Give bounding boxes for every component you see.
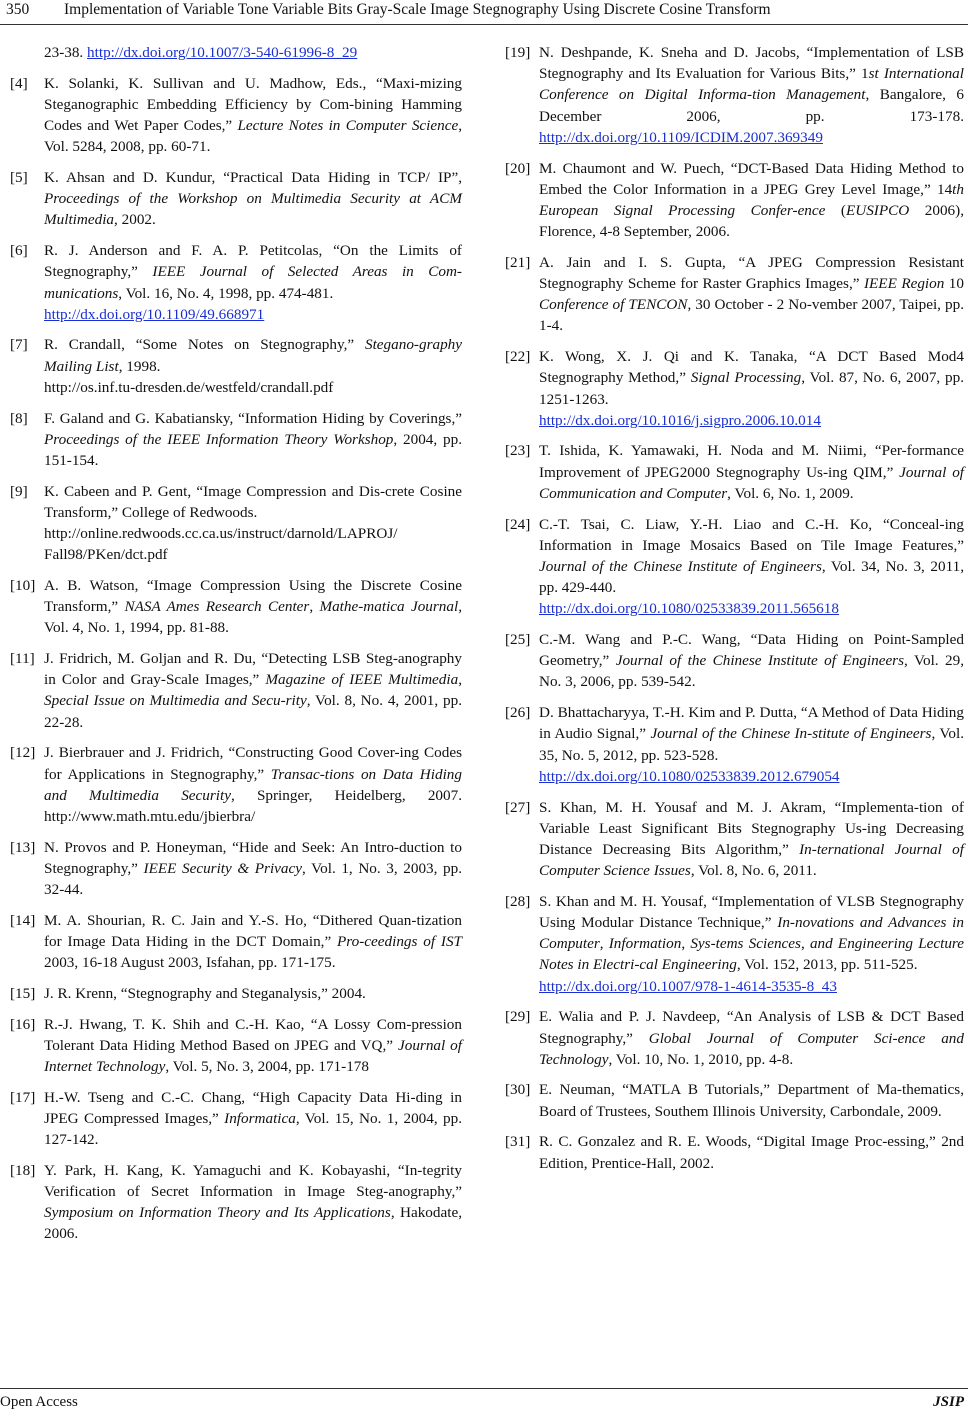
reference-text [44, 481, 462, 566]
reference-text [44, 1087, 462, 1151]
reference-item [10, 837, 462, 901]
reference-citation: E. Neuman, “MATLA B Tutorials,” Department of Ma-thematics, Board of Trustees, Southem Illinois University, Carbondale, 2009. [539, 1081, 964, 1120]
reference-number: [19] [505, 44, 531, 61]
page-number: 350 [6, 1, 30, 18]
running-title: Implementation of Variable Tone Variable Bits Gray-Scale Image Stegnography Using Discrete Cosine Transform [64, 1, 771, 18]
reference-list-left [10, 73, 462, 1245]
reference-text [44, 167, 462, 231]
reference-text [539, 1079, 964, 1121]
reference-citation: K. Wong, X. J. Qi and K. Tanaka, “A DCT Based Mod4 Stegnography Method,” Signal Processing, Vol. 87, No. 6, 2007, pp. 1251-1263. [539, 348, 964, 408]
reference-number: [22] [505, 348, 531, 366]
reference-citation: K. Cabeen and P. Gent, “Image Compression and Dis-crete Cosine Transform,” College of Redwoods. [44, 482, 462, 521]
reference-citation: R. C. Gonzalez and R. E. Woods, “Digital Image Proc-essing,” 2nd Edition, Prentice-Hall, 2002. [539, 1133, 964, 1172]
right-column [505, 42, 964, 1183]
reference-number: [27] [505, 798, 531, 816]
reference-number: [31] [505, 1133, 531, 1151]
reference-citation: C.-T. Tsai, C. Liaw, Y.-H. Liao and C.-H. Ko, “Conceal-ing Information in Image Mosaics Based on Tile Image Features,” Journal of the Chinese Institute of Engineers, Vol. 34, No. 3, 2011, pp. 429-440. [539, 515, 964, 597]
reference-number: [30] [505, 1081, 531, 1099]
reference-number: [21] [505, 253, 531, 271]
reference-item [10, 910, 462, 974]
reference-item [10, 167, 462, 231]
reference-item [505, 1006, 964, 1070]
reference-number: [18] [10, 1161, 36, 1179]
reference-number: [5] [10, 169, 28, 187]
reference-list-right [505, 42, 964, 1174]
reference-text [44, 983, 462, 1004]
reference-text [539, 891, 964, 997]
reference-item [10, 742, 462, 827]
doi-link[interactable]: http://dx.doi.org/10.1080/02533839.2011.565618 [539, 600, 839, 618]
reference-url: http://online.redwoods.cc.ca.us/instruct/darnold/LAPROJ/ Fall98/PKen/dct.pdf [44, 525, 398, 564]
footer-rule [0, 1388, 968, 1389]
reference-text [44, 910, 462, 974]
reference-number: [17] [10, 1088, 36, 1106]
reference-item [505, 891, 964, 997]
reference-url: http://os.inf.tu-dresden.de/westfeld/crandall.pdf [44, 378, 334, 396]
reference-text [539, 158, 964, 243]
reference-number: [25] [505, 631, 531, 649]
reference-citation: H.-W. Tseng and C.-C. Chang, “High Capacity Data Hi-ding in JPEG Compressed Images,” Informatica, Vol. 15, No. 1, 2004, pp. 127-142. [44, 1088, 462, 1149]
reference-citation: S. Khan and M. H. Yousaf, “Implementation of VLSB Stegnography Using Modular Distance Technique,” In-novations and Advances in Computer, Information, Sys-tems Sciences, and Engineering Lecture Notes in Electri-cal Engineering, Vol. 152, 2013, pp. 511-525. [539, 892, 965, 974]
reference-citation: C.-M. Wang and P.-C. Wang, “Data Hiding on Point-Sampled Geometry,” Journal of the Chinese Institute of Engineers, Vol. 29, No. 3, 2006, pp. 539-542. [539, 631, 964, 691]
doi-link[interactable]: http://dx.doi.org/10.1016/j.sigpro.2006.10.014 [539, 411, 821, 429]
reference-text [44, 73, 462, 158]
reference-text [539, 797, 964, 882]
reference-citation: A. Jain and I. S. Gupta, “A JPEG Compression Resistant Stegnography Scheme for Raster Graphics Images,” IEEE Region 10 Conference of TENCON, 30 October - 2 No-vember 2007, Taipei, pp. 1-4. [539, 253, 964, 335]
reference-text [44, 575, 462, 639]
reference-text [539, 42, 964, 148]
doi-link[interactable]: http://dx.doi.org/10.1109/ICDIM.2007.369349 [539, 128, 823, 146]
reference-citation: S. Khan, M. H. Yousaf and M. J. Akram, “Implementa-tion of Variable Least Significant Bits Stegnography Us-ing Decreasing Distance Decreasing Bits Algorithm,” In-ternational Journal of Computer Science Issues, Vol. 8, No. 6, 2011. [539, 798, 964, 880]
reference-citation: N. Provos and P. Honeyman, “Hide and Seek: An Intro-duction to Stegnography,” IEEE Security & Privacy, Vol. 1, No. 3, 2003, pp. 32-44. [44, 838, 463, 899]
reference-text [44, 742, 462, 827]
reference-citation: F. Galand and G. Kabatiansky, “Information Hiding by Coverings,” Proceedings of the IEEE Information Theory Workshop, 2004, pp. 151-154. [44, 409, 463, 469]
reference-item [10, 240, 462, 325]
running-header [0, 0, 968, 24]
reference-continuation [10, 42, 462, 63]
reference-item [505, 346, 964, 431]
reference-citation: R.-J. Hwang, T. K. Shih and C.-H. Kao, “A Lossy Com-pression Tolerant Data Hiding Method Based on JPEG and VQ,” Journal of Internet Technology, Vol. 5, No. 3, 2004, pp. 171-178 [44, 1015, 462, 1076]
reference-number: [9] [10, 482, 28, 500]
reference-item [10, 1014, 462, 1078]
reference-number: [29] [505, 1008, 531, 1026]
reference-text [539, 1131, 964, 1173]
reference-text [539, 440, 964, 504]
doi-link[interactable]: http://dx.doi.org/10.1080/02533839.2012.679054 [539, 767, 840, 785]
reference-item [10, 408, 462, 472]
reference-text [44, 408, 462, 472]
reference-citation: N. Deshpande, K. Sneha and D. Jacobs, “Implementation of LSB Stegnography and Its Evaluation for Various Bits,” 1st International Conference on Digital Informa-tion Management, Bangalore, 6 December 2006, pp. 173-178. [539, 44, 964, 125]
reference-text [44, 1014, 462, 1078]
reference-citation: J. Fridrich, M. Goljan and R. Du, “Detecting LSB Steg-anography in Color and Gray-Scale Images,” Magazine of IEEE Multimedia, Special Issue on Multimedia and Secu-rity, Vol. 8, No. 4, 2001, pp. 22-28. [44, 650, 462, 731]
doi-link[interactable]: http://dx.doi.org/10.1109/49.668971 [44, 305, 265, 323]
doi-link[interactable]: http://dx.doi.org/10.1007/3-540-61996-8_29 [87, 44, 358, 61]
reference-citation: K. Solanki, K. Sullivan and U. Madhow, Eds., “Maxi-mizing Steganographic Embedding Efficiency by Com-bining Hamming Codes and Wet Paper Codes,” Lecture Notes in Computer Science, Vol. 5284, 2008, pp. 60-71. [44, 74, 462, 156]
reference-item [505, 702, 964, 787]
left-column [10, 42, 462, 1254]
reference-item [10, 481, 462, 566]
reference-text [44, 334, 462, 398]
reference-number: [23] [505, 442, 531, 460]
reference-item [505, 1131, 964, 1173]
reference-number: [20] [505, 159, 531, 177]
reference-citation: R. Crandall, “Some Notes on Stegnography,” Stegano-graphy Mailing List, 1998. [44, 336, 462, 375]
reference-item [505, 629, 964, 693]
reference-item [10, 334, 462, 398]
reference-citation: M. A. Shourian, R. C. Jain and Y.-S. Ho, “Dithered Quan-tization for Image Data Hiding in the DCT Domain,” Pro-ceedings of IST 2003, 16-18 August 2003, Isfahan, pp. 171-175. [44, 911, 462, 972]
reference-number: [7] [10, 336, 28, 354]
reference-text [539, 702, 964, 787]
reference-citation: E. Walia and P. J. Navdeep, “An Analysis of LSB & DCT Based Stegnography,” Global Journal of Computer Sci-ence and Technology, Vol. 10, No. 1, 2010, pp. 4-8. [539, 1008, 964, 1068]
reference-citation: J. R. Krenn, “Stegnography and Steganalysis,” 2004. [44, 984, 366, 1002]
reference-number: [12] [10, 744, 36, 762]
reference-item [505, 252, 964, 337]
reference-text [539, 252, 964, 337]
reference-text [539, 346, 964, 431]
reference-item [505, 440, 964, 504]
reference-item [10, 1160, 462, 1245]
journal-abbrev: JSIP [933, 1394, 964, 1410]
header-rule [0, 24, 968, 25]
reference-item [10, 73, 462, 158]
reference-citation: T. Ishida, K. Yamawaki, H. Noda and M. Niimi, “Per-formance Improvement of JPEG2000 Stegnography Us-ing QIM,” Journal of Communication and Computer, Vol. 6, No. 1, 2009. [539, 442, 965, 502]
reference-text [44, 837, 462, 901]
reference-citation: Y. Park, H. Kang, K. Yamaguchi and K. Kobayashi, “In-tegrity Verification of Secret Information in Image Steg-anography,” Symposium on Information Theory and Its Applications, Hakodate, 2006. [44, 1161, 462, 1243]
reference-citation: M. Chaumont and W. Puech, “DCT-Based Data Hiding Method to Embed the Color Information in a JPEG Grey Level Image,” 14th European Signal Processing Confer-ence (EUSIPCO 2006), Florence, 4-8 September, 2006. [539, 159, 964, 241]
continuation-text: 23-38. [44, 44, 88, 61]
reference-text [539, 514, 964, 620]
reference-item [10, 1087, 462, 1151]
reference-citation: D. Bhattacharyya, T.-H. Kim and P. Dutta, “A Method of Data Hiding in Audio Signal,” Journal of the Chinese In-stitute of Engineers, Vol. 35, No. 5, 2012, pp. 523-528. [539, 704, 964, 764]
page-footer [0, 1388, 968, 1412]
reference-item [505, 514, 964, 620]
reference-number: [10] [10, 576, 36, 594]
reference-number: [24] [505, 515, 531, 533]
reference-citation: K. Ahsan and D. Kundur, “Practical Data Hiding in TCP/ IP”, Proceedings of the Workshop on Multimedia Security at ACM Multimedia, 2002. [44, 169, 462, 229]
reference-number: [4] [10, 74, 28, 92]
reference-text [539, 1006, 964, 1070]
doi-link[interactable]: http://dx.doi.org/10.1007/978-1-4614-3535-8_43 [539, 977, 837, 995]
reference-item [10, 648, 462, 733]
reference-number: [16] [10, 1015, 36, 1033]
reference-item [505, 42, 964, 148]
reference-text [44, 648, 462, 733]
reference-text [44, 1160, 462, 1245]
reference-number: [15] [10, 984, 36, 1002]
reference-item [10, 575, 462, 639]
reference-number: [14] [10, 911, 36, 929]
reference-number: [8] [10, 409, 28, 427]
reference-number: [28] [505, 892, 531, 910]
reference-number: [13] [10, 838, 36, 856]
reference-text [44, 240, 462, 325]
reference-number: [6] [10, 242, 28, 260]
reference-item [505, 797, 964, 882]
reference-citation: R. J. Anderson and F. A. P. Petitcolas, “On the Limits of Stegnography,” IEEE Journal of Selected Areas in Com-munications, Vol. 16, No. 4, 1998, pp. 474-481. [44, 242, 462, 302]
reference-item [505, 1079, 964, 1121]
reference-text [539, 629, 964, 693]
reference-item [505, 158, 964, 243]
reference-number: [11] [10, 650, 35, 668]
reference-item [10, 983, 462, 1004]
reference-number: [26] [505, 704, 531, 722]
reference-citation: A. B. Watson, “Image Compression Using the Discrete Cosine Transform,” NASA Ames Research Center, Mathe-matica Journal, Vol. 4, No. 1, 1994, pp. 81-88. [44, 576, 462, 637]
reference-citation: J. Bierbrauer and J. Fridrich, “Constructing Good Cover-ing Codes for Applications in Stegnography,” Transac-tions on Data Hiding and Multimedia Security, Springer, Heidelberg, 2007. http://www.math.mtu.edu/jbierbra/ [44, 744, 463, 825]
open-access-label: Open Access [0, 1394, 78, 1410]
